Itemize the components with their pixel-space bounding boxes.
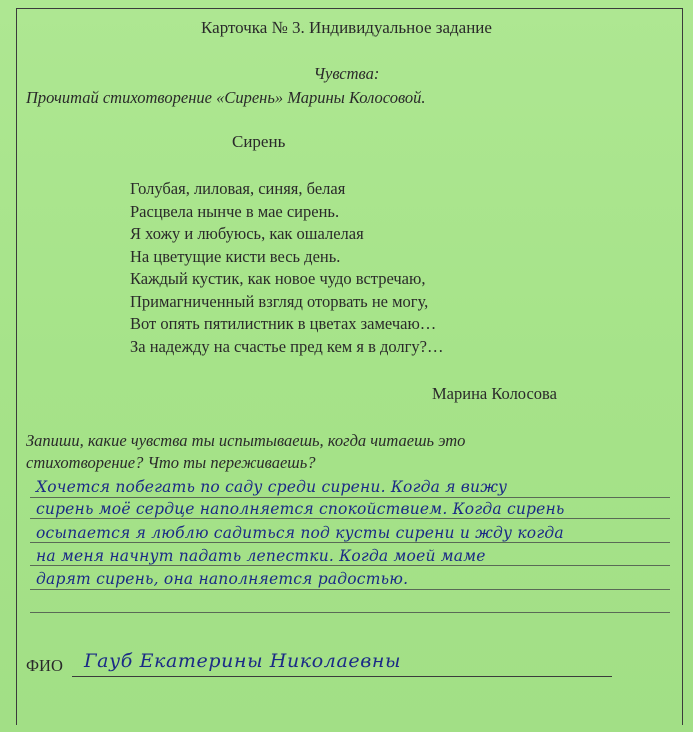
- poem-line: Голубая, лиловая, синяя, белая: [130, 179, 346, 198]
- ruled-line: [30, 497, 670, 498]
- answer-line: сирень моё сердце наполняется спокойствием. Когда сирень: [36, 500, 565, 518]
- card-border: [16, 8, 683, 725]
- poem-line: Расцвела нынче в мае сирень.: [130, 201, 340, 221]
- answer-line: Хочется побегать по саду среди сирени. Когда я вижу: [36, 478, 508, 496]
- poem-body: [130, 178, 444, 358]
- card-title: Карточка № 3. Индивидуальное задание: [201, 18, 492, 37]
- ruled-line: [30, 612, 670, 613]
- poem-line: На цветущие кисти весь день.: [130, 246, 341, 266]
- poem-line: За надежду на счастье пред кем я в долгу?…: [130, 336, 444, 356]
- poem-line: Примагниченный взгляд оторвать не могу,: [130, 291, 429, 311]
- fio-underline: [72, 676, 612, 677]
- fio-label: ФИО: [26, 656, 63, 675]
- poem-line: Каждый кустик, как новое чудо встречаю,: [130, 269, 426, 288]
- poem-line: Я хожу и любуюсь, как ошалелая: [130, 224, 364, 243]
- poem-title: Сирень: [232, 132, 286, 151]
- poem-line: Вот опять пятилистник в цветах замечаю…: [130, 314, 437, 333]
- ruled-line: [30, 565, 670, 566]
- answer-line: на меня начнут падать лепестки. Когда моей маме: [36, 547, 486, 565]
- fio-value: Гауб Екатерины Николаевны: [84, 650, 402, 672]
- question-text: Запиши, какие чувства ты испытываешь, когда читаешь это стихотворение? Что ты переживаешь?: [26, 431, 466, 472]
- section-heading: Чувства:: [313, 64, 380, 83]
- answer-line: осыпается я люблю садиться под кусты сирени и жду когда: [36, 524, 564, 542]
- ruled-line: [30, 518, 670, 519]
- instruction-text: Прочитай стихотворение «Сирень» Марины Колосовой.: [26, 88, 426, 107]
- poem-author: Марина Колосова: [432, 384, 557, 403]
- ruled-line: [30, 589, 670, 590]
- ruled-line: [30, 542, 670, 543]
- answer-line: дарят сирень, она наполняется радостью.: [36, 570, 409, 588]
